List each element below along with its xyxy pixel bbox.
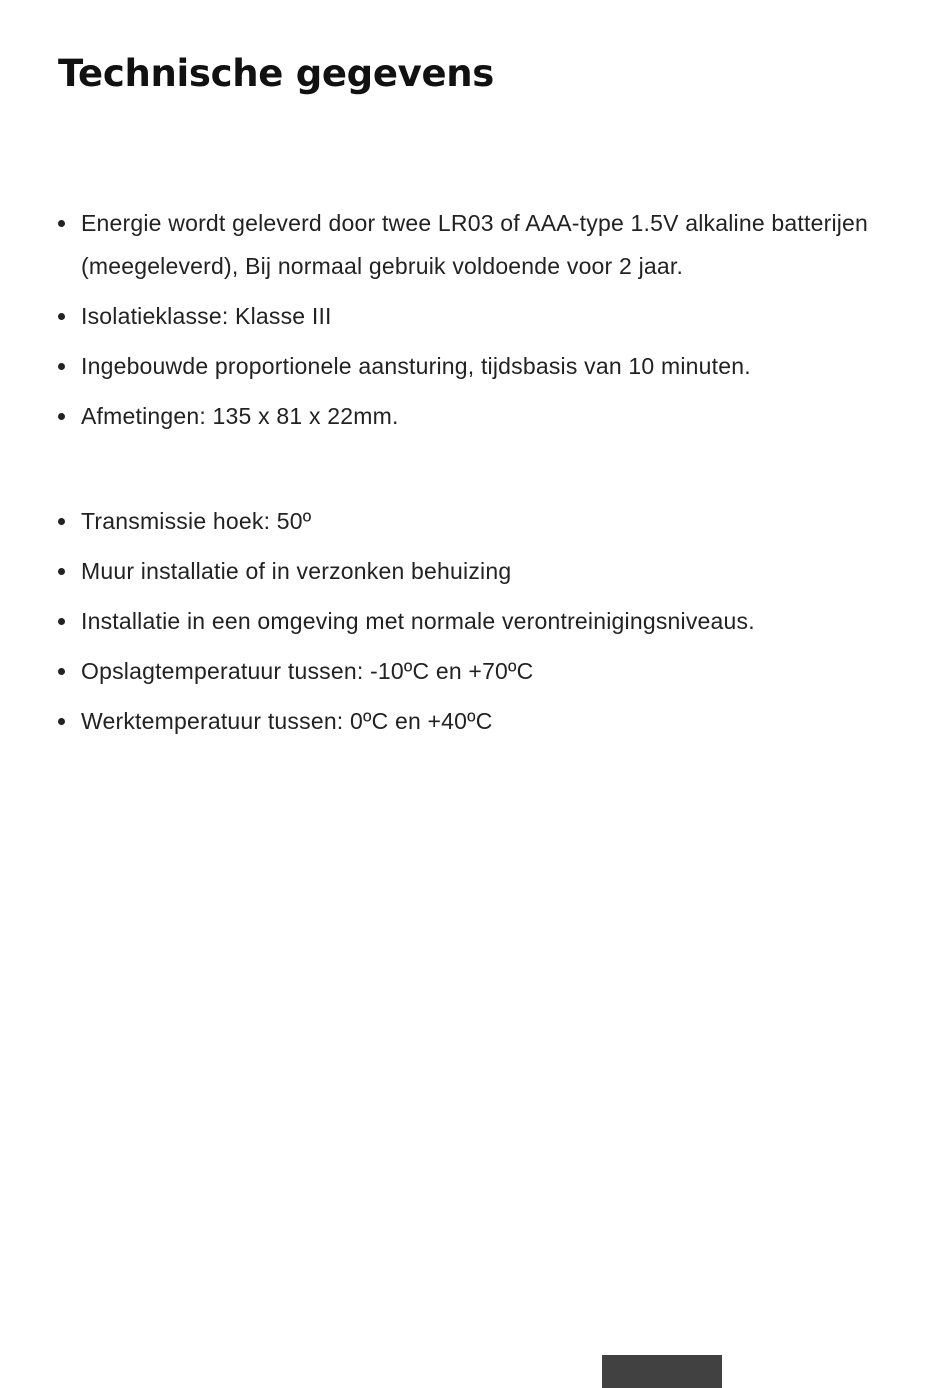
bullet-icon [58, 220, 65, 227]
spec-text: Afmetingen: 135 x 81 x 22mm. [81, 403, 399, 429]
bullet-icon [58, 413, 65, 420]
spec-item-storage-temperature [58, 650, 878, 693]
spec-text: Werktemperatuur tussen: 0ºC en +40ºC [81, 708, 493, 734]
spec-item-operating-temperature [58, 700, 878, 743]
spec-item-dimensions [58, 395, 878, 438]
spec-text: Transmissie hoek: 50º [81, 508, 312, 534]
bullet-icon [58, 313, 65, 320]
spec-text: Muur installatie of in verzonken behuizing [81, 558, 512, 584]
spec-text: Energie wordt geleverd door twee LR03 of AAA-type 1.5V alkaline batterijen (meegeleverd), Bij normaal gebruik voldoende voor 2 jaar. [81, 210, 869, 279]
spec-text: Installatie in een omgeving met normale verontreinigingsniveaus. [81, 608, 755, 634]
spec-item-installation-type [58, 550, 878, 593]
spec-text: Ingebouwde proportionele aansturing, tijdsbasis van 10 minuten. [81, 353, 751, 379]
bullet-icon [58, 568, 65, 575]
spec-item-control [58, 345, 878, 388]
spec-text: Isolatieklasse: Klasse III [81, 303, 332, 329]
bullet-icon [58, 718, 65, 725]
bullet-icon [58, 518, 65, 525]
page-title: Technische gegevens [58, 52, 495, 95]
bullet-icon [58, 668, 65, 675]
spec-item-power-supply [58, 202, 878, 288]
spec-item-transmission-angle [58, 500, 878, 543]
bullet-icon [58, 618, 65, 625]
spec-item-insulation-class [58, 295, 878, 338]
spec-item-installation-environment [58, 600, 878, 643]
spec-text: Opslagtemperatuur tussen: -10ºC en +70ºC [81, 658, 534, 684]
bullet-icon [58, 363, 65, 370]
spec-list-power-and-dimensions [58, 202, 878, 445]
page-footer-tab [602, 1355, 722, 1388]
spec-list-environment [58, 500, 878, 750]
